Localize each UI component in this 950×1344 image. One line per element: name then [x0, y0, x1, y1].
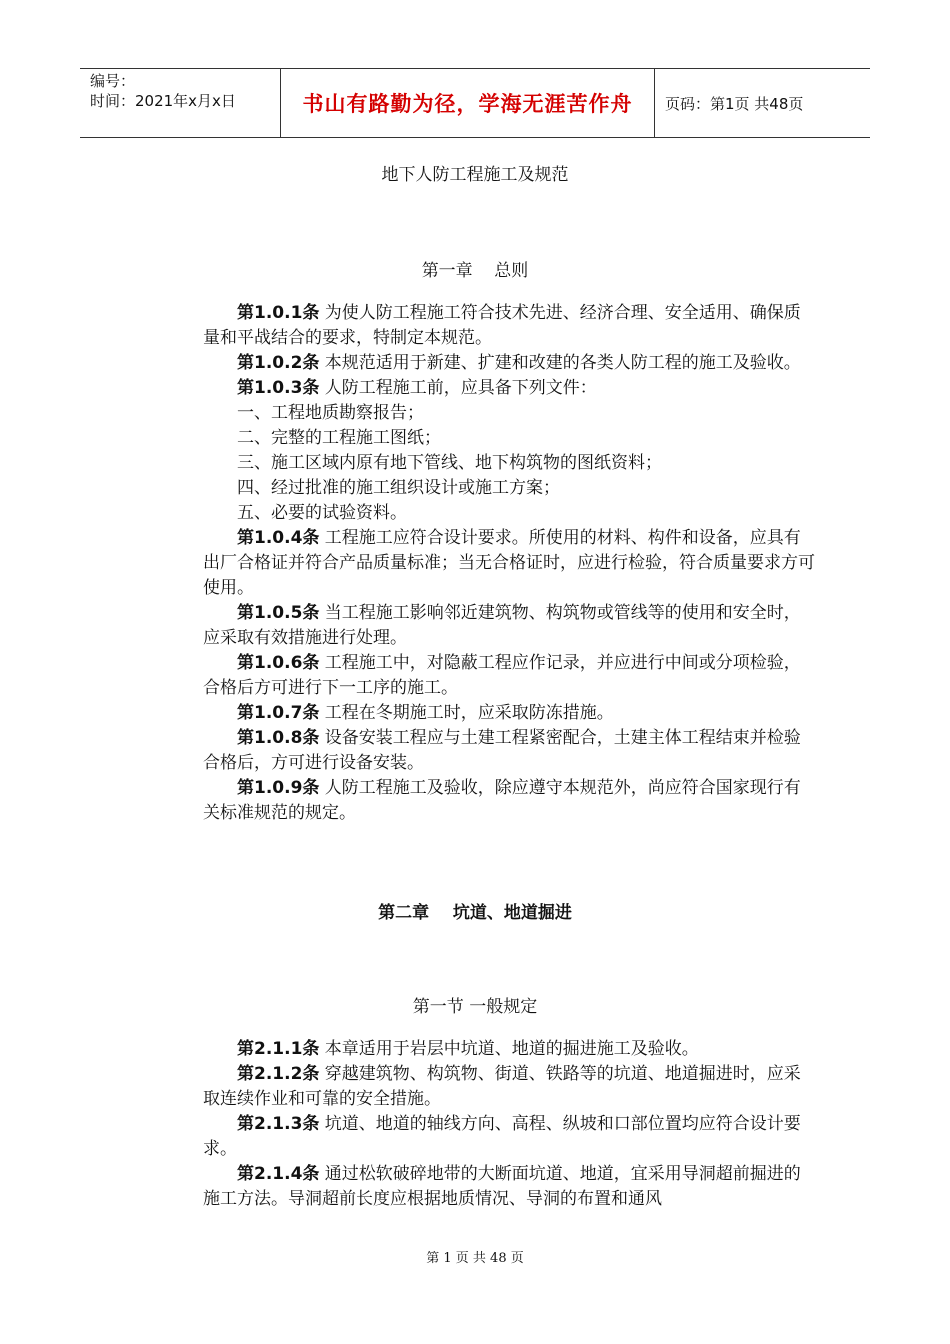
article-number: 第2.1.1条: [237, 1039, 320, 1059]
article-text: 通过松软破碎地带的大断面坑道、地道，宜采用导洞超前掘进的施工方法。导洞超前长度应根据地质情况、导洞的布置和通风: [203, 1164, 801, 1209]
page-footer: 第 1 页 共 48 页: [426, 1251, 524, 1266]
article-text: 穿越建筑物、构筑物、街道、铁路等的坑道、地道掘进时，应采取连续作业和可靠的安全措施。: [203, 1064, 801, 1109]
list-item: 一、工程地质勘察报告；: [237, 403, 424, 423]
article-number: 第1.0.7条: [237, 703, 320, 723]
list-item: 四、经过批准的施工组织设计或施工方案；: [237, 478, 560, 498]
article-text: 工程施工应符合设计要求。所使用的材料、构件和设备，应具有出厂合格证并符合产品质量标准；当无合格证时，应进行检验，符合质量要求方可使用。: [203, 528, 815, 598]
article-paragraph: [203, 701, 815, 726]
chapter-2-title: 第二章 坑道、地道掘进: [378, 903, 572, 923]
article-paragraph: [203, 301, 815, 351]
article-text: 为使人防工程施工符合技术先进、经济合理、安全适用、确保质量和平战结合的要求，特制定本规范。: [203, 303, 801, 348]
article-text: 本章适用于岩层中坑道、地道的掘进施工及验收。: [319, 1039, 699, 1059]
time-label: 时间：2021年x月x日: [90, 92, 236, 110]
article-number: 第1.0.6条: [237, 653, 320, 673]
chapter-2-body: [203, 1037, 815, 1212]
list-item: 三、施工区域内原有地下管线、地下构筑物的图纸资料；: [237, 453, 662, 473]
article-text: 本规范适用于新建、扩建和改建的各类人防工程的施工及验收。: [319, 353, 801, 373]
article-paragraph: [203, 1062, 815, 1112]
article-paragraph: [203, 351, 815, 376]
article-number: 第1.0.1条: [237, 303, 320, 323]
header-left: [90, 71, 236, 111]
article-paragraph: [203, 601, 815, 651]
article-paragraph: [203, 1037, 815, 1062]
article-text: 工程在冬期施工时，应采取防冻措施。: [319, 703, 614, 723]
document-title: 地下人防工程施工及规范: [381, 165, 569, 185]
list-item: 二、完整的工程施工图纸；: [237, 428, 441, 448]
article-text: 人防工程施工前，应具备下列文件：: [319, 378, 597, 398]
article-number: 第1.0.8条: [237, 728, 320, 748]
article-paragraph: [203, 526, 815, 601]
article-text: 设备安装工程应与土建工程紧密配合，土建主体工程结束并检验合格后，方可进行设备安装。: [203, 728, 801, 773]
article-text: 坑道、地道的轴线方向、高程、纵坡和口部位置均应符合设计要求。: [203, 1114, 801, 1159]
article-text: 人防工程施工及验收，除应遵守本规范外，尚应符合国家现行有关标准规范的规定。: [203, 778, 801, 823]
article-paragraph: [203, 376, 815, 401]
article-number: 第1.0.2条: [237, 353, 320, 373]
chapter-1-title: 第一章 总则: [421, 261, 529, 281]
article-paragraph: [203, 1162, 815, 1212]
list-item: 五、必要的试验资料。: [237, 503, 407, 523]
article-number: 第2.1.2条: [237, 1064, 320, 1084]
article-text: 当工程施工影响邻近建筑物、构筑物或管线等的使用和安全时，应采取有效措施进行处理。: [203, 603, 801, 648]
article-number: 第1.0.9条: [237, 778, 320, 798]
article-text: 工程施工中，对隐蔽工程应作记录，并应进行中间或分项检验，合格后方可进行下一工序的施工。: [203, 653, 801, 698]
article-number: 第2.1.3条: [237, 1114, 320, 1134]
article-paragraph: [203, 651, 815, 701]
chapter-1-body: [203, 301, 815, 826]
document-header: [80, 68, 870, 138]
section-title: 第一节 一般规定: [412, 997, 538, 1017]
article-number: 第1.0.3条: [237, 378, 320, 398]
article-number: 第1.0.4条: [237, 528, 320, 548]
number-label: 编号：: [90, 72, 136, 90]
divider: [654, 69, 655, 137]
article-number: 第1.0.5条: [237, 603, 320, 623]
article-number: 第2.1.4条: [237, 1164, 320, 1184]
page-info: 页码：第1页 共48页: [665, 94, 804, 113]
article-paragraph: [203, 776, 815, 826]
article-paragraph: [203, 726, 815, 776]
article-paragraph: [203, 1112, 815, 1162]
motto: 书山有路勤为径，学海无涯苦作舟: [302, 92, 633, 116]
